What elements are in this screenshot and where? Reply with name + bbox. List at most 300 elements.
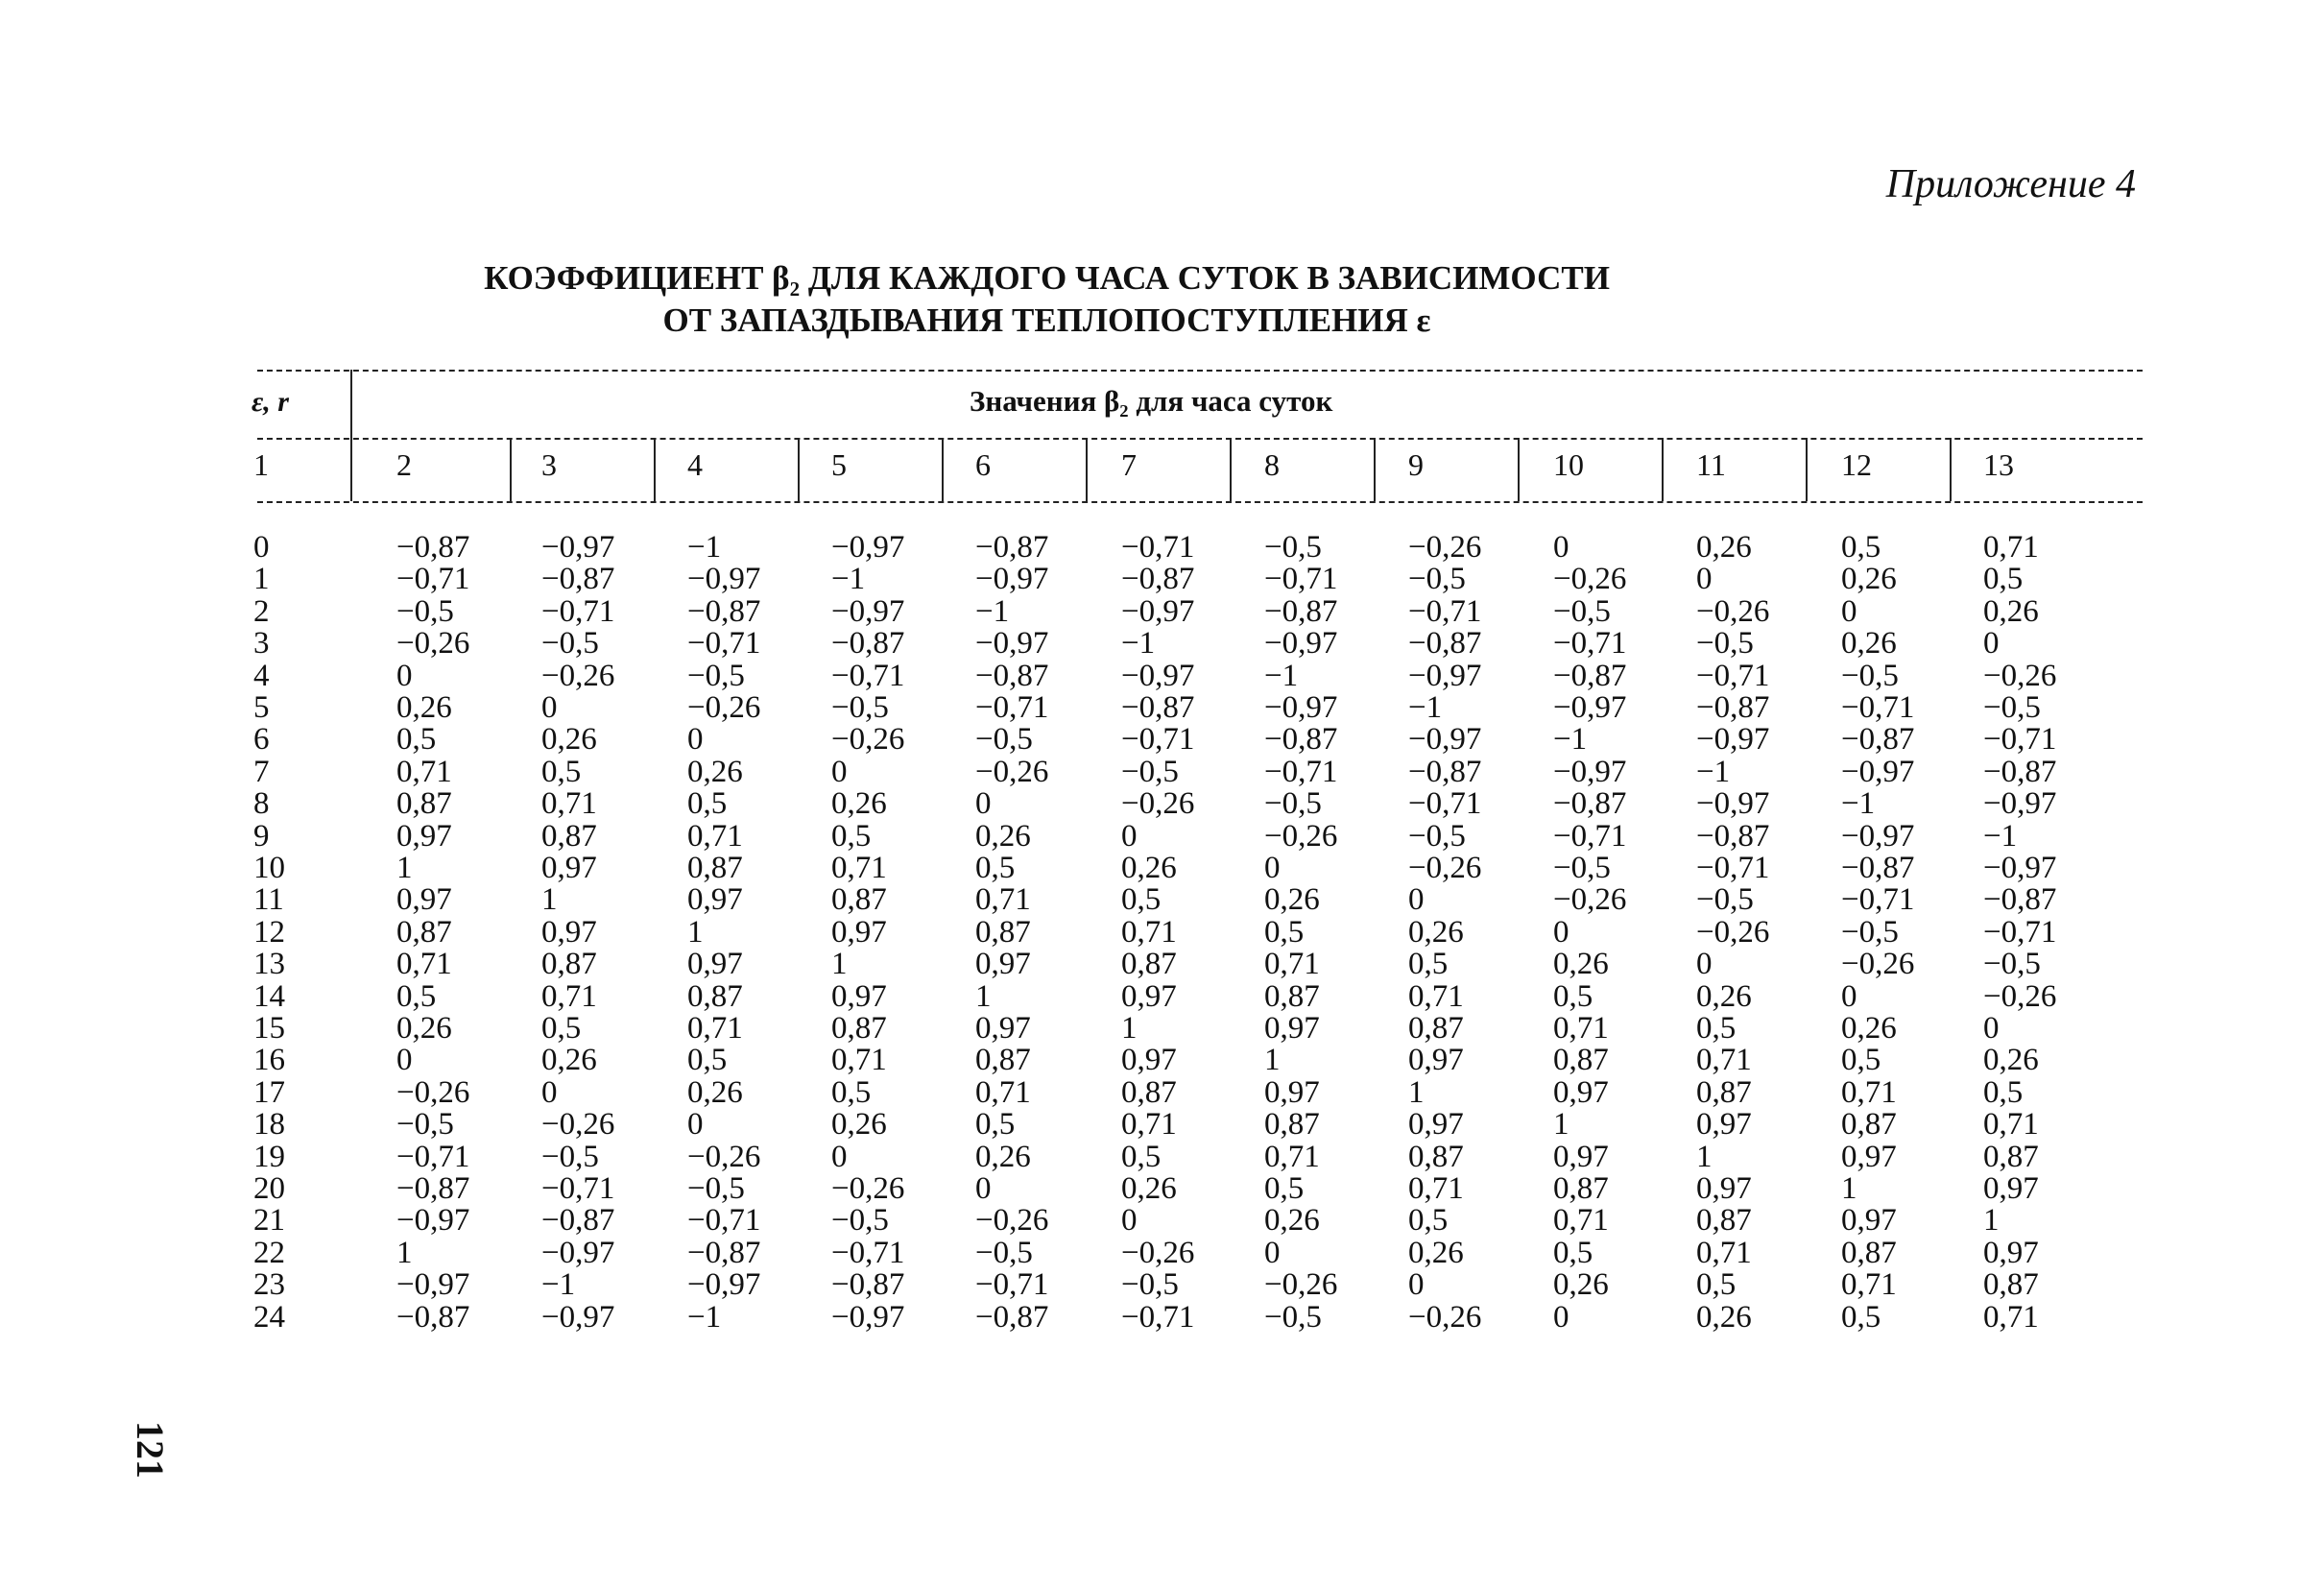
- table-cell: −0,71: [1264, 562, 1338, 597]
- table-cell: 0: [1553, 914, 1569, 950]
- table-cell: −0,97: [831, 530, 905, 565]
- table-cell: −0,71: [1696, 658, 1770, 693]
- page-number: 121: [129, 1421, 172, 1479]
- table-cell: 0: [687, 1107, 704, 1143]
- table-cell: −0,97: [396, 1267, 470, 1303]
- table-cell: 0,97: [1553, 1139, 1609, 1174]
- table-cell: 0,26: [541, 722, 597, 758]
- table-cell: −0,87: [1841, 851, 1915, 885]
- table-cell: −0,97: [1408, 722, 1482, 758]
- table-cell: 0,5: [1841, 1299, 1881, 1335]
- table-cell: −0,71: [541, 1171, 615, 1206]
- table-cell: 1: [1264, 1043, 1281, 1078]
- table-cell: 0,97: [1553, 1074, 1609, 1110]
- column-number: 11: [1696, 447, 1726, 482]
- table-cell: −1: [687, 1299, 722, 1335]
- column-divider: [510, 438, 512, 501]
- row-label: 11: [253, 882, 284, 918]
- table-cell: 0: [1696, 562, 1713, 597]
- table-cell: −0,87: [831, 1267, 905, 1303]
- table-cell: −0,26: [1408, 530, 1482, 565]
- column-number: 5: [831, 447, 847, 482]
- table-row: [0, 820, 2324, 853]
- table-cell: −0,5: [1841, 658, 1899, 693]
- table-cell: −0,5: [396, 1107, 454, 1143]
- table-cell: 0,26: [1264, 1203, 1320, 1239]
- table-cell: 0,97: [1408, 1107, 1464, 1143]
- table-cell: 0,87: [1408, 1011, 1464, 1046]
- table-cell: −0,87: [1408, 626, 1482, 662]
- table-cell: 0,87: [687, 978, 743, 1014]
- table-cell: −1: [1553, 722, 1588, 758]
- row-label: 15: [253, 1011, 285, 1046]
- table-cell: −0,87: [687, 593, 761, 629]
- table-cell: 0,5: [1408, 1203, 1449, 1239]
- table-cell: −0,71: [1696, 851, 1770, 885]
- table-cell: 0,71: [1841, 1267, 1897, 1303]
- table-cell: 0,87: [1121, 947, 1177, 982]
- table-cell: −0,5: [1264, 786, 1322, 822]
- table-cell: 0: [396, 658, 413, 693]
- row-label: 24: [253, 1299, 285, 1335]
- column-divider: [1950, 438, 1952, 501]
- table-cell: −0,87: [1983, 754, 2057, 789]
- table-cell: −0,26: [687, 690, 761, 725]
- table-cell: −0,97: [1264, 626, 1338, 662]
- table-cell: 0,97: [1696, 1107, 1752, 1143]
- table-cell: −0,71: [1983, 722, 2057, 758]
- table-cell: 0,97: [687, 947, 743, 982]
- table-cell: −0,87: [975, 530, 1049, 565]
- row-label: 10: [253, 851, 285, 885]
- table-cell: −0,87: [1408, 754, 1482, 789]
- table-cell: 0,26: [831, 786, 887, 822]
- table-cell: −0,71: [975, 690, 1049, 725]
- table-cell: −0,97: [396, 1203, 470, 1239]
- table-row: [0, 563, 2324, 595]
- table-cell: 0,87: [541, 947, 597, 982]
- row-label: 22: [253, 1235, 285, 1270]
- table-cell: 0,71: [1408, 978, 1464, 1014]
- table-cell: −0,5: [1121, 754, 1179, 789]
- table-cell: −0,87: [687, 1235, 761, 1270]
- table-cell: 0,97: [1841, 1139, 1897, 1174]
- table-cell: 0,87: [1553, 1171, 1609, 1206]
- table-cell: −0,87: [1264, 722, 1338, 758]
- table-row: [0, 883, 2324, 916]
- table-cell: −1: [1121, 626, 1156, 662]
- table-cell: 1: [541, 882, 558, 918]
- table-cell: 0: [1264, 1235, 1281, 1270]
- table-cell: −0,71: [1408, 593, 1482, 629]
- table-cell: 0,71: [1696, 1235, 1752, 1270]
- table-cell: −1: [1983, 818, 2018, 854]
- row-label: 21: [253, 1203, 285, 1239]
- table-cell: −0,87: [975, 658, 1049, 693]
- table-cell: 0,26: [396, 690, 452, 725]
- table-cell: 0,5: [831, 818, 872, 854]
- table-row: [0, 627, 2324, 660]
- table-cell: −0,71: [396, 1139, 470, 1174]
- table-cell: 0,26: [1696, 1299, 1752, 1335]
- table-cell: −0,26: [975, 754, 1049, 789]
- column-divider: [1806, 438, 1808, 501]
- table-cell: 0,97: [1983, 1171, 2039, 1206]
- table-cell: −0,97: [831, 593, 905, 629]
- table-cell: 0,87: [687, 851, 743, 885]
- table-cell: −0,97: [1696, 786, 1770, 822]
- table-cell: 0,97: [1408, 1043, 1464, 1078]
- column-number: 6: [975, 447, 991, 482]
- table-cell: 0,97: [687, 882, 743, 918]
- table-cell: 0,71: [396, 947, 452, 982]
- table-cell: −0,97: [1696, 722, 1770, 758]
- table-cell: 0,5: [1553, 1235, 1593, 1270]
- table-cell: −0,26: [1408, 851, 1482, 885]
- table-row: [0, 1172, 2324, 1205]
- table-cell: −0,26: [1264, 1267, 1338, 1303]
- table-cell: 0,71: [975, 882, 1031, 918]
- column-number: 4: [687, 447, 703, 482]
- table-cell: 1: [1696, 1139, 1713, 1174]
- table-cell: 0: [1408, 882, 1425, 918]
- table-cell: −0,97: [1841, 818, 1915, 854]
- table-cell: 1: [1121, 1011, 1138, 1046]
- table-cell: 0,5: [975, 851, 1016, 885]
- table-cell: 0,87: [1696, 1074, 1752, 1110]
- table-cell: 0,26: [396, 1011, 452, 1046]
- table-cell: 0,5: [396, 722, 437, 758]
- table-cell: −0,26: [1121, 786, 1195, 822]
- table-cell: 0: [1553, 1299, 1569, 1335]
- table-row: [0, 948, 2324, 980]
- table-cell: 0,26: [1408, 914, 1464, 950]
- header-bottom-rule: [257, 501, 2143, 503]
- table-cell: 0,26: [687, 754, 743, 789]
- table-cell: −0,26: [541, 658, 615, 693]
- table-cell: −0,71: [831, 1235, 905, 1270]
- table-cell: 0,97: [396, 818, 452, 854]
- table-cell: 1: [687, 914, 704, 950]
- table-cell: 0,5: [1121, 1139, 1162, 1174]
- table-cell: 0,71: [541, 786, 597, 822]
- table-cell: 0,71: [396, 754, 452, 789]
- table-cell: 0,71: [1696, 1043, 1752, 1078]
- table-cell: 0: [1841, 978, 1857, 1014]
- table-cell: 0,71: [1264, 947, 1320, 982]
- table-cell: 0,5: [1553, 978, 1593, 1014]
- table-cell: −0,26: [1696, 593, 1770, 629]
- table-cell: 0: [541, 1074, 558, 1110]
- table-cell: −0,97: [1408, 658, 1482, 693]
- table-cell: −0,5: [1408, 818, 1466, 854]
- table-cell: −0,5: [687, 658, 745, 693]
- table-cell: 0,97: [1983, 1235, 2039, 1270]
- table-title: [0, 257, 2324, 342]
- table-top-rule: [257, 370, 2143, 372]
- table-cell: 0,87: [396, 786, 452, 822]
- table-cell: −0,97: [1121, 593, 1195, 629]
- table-cell: −0,26: [975, 1203, 1049, 1239]
- table-cell: 0,26: [1983, 1043, 2039, 1078]
- table-cell: −1: [1264, 658, 1299, 693]
- table-cell: 1: [396, 851, 413, 885]
- table-cell: 0: [1121, 1203, 1138, 1239]
- table-cell: −0,87: [1696, 818, 1770, 854]
- table-cell: −0,97: [831, 1299, 905, 1335]
- table-cell: −0,87: [396, 1299, 470, 1335]
- table-cell: −0,97: [1841, 754, 1915, 789]
- table-cell: −1: [975, 593, 1010, 629]
- table-cell: 0,97: [396, 882, 452, 918]
- table-cell: −0,26: [1983, 978, 2057, 1014]
- table-cell: −1: [831, 562, 866, 597]
- column-number: 9: [1408, 447, 1424, 482]
- table-cell: 0: [975, 1171, 992, 1206]
- column-divider: [1086, 438, 1088, 501]
- row-label: 8: [253, 786, 270, 822]
- column-divider: [1374, 438, 1376, 501]
- row-label: 18: [253, 1107, 285, 1143]
- table-cell: 0,5: [1983, 562, 2024, 597]
- row-label: 17: [253, 1074, 285, 1110]
- table-cell: 1: [1553, 1107, 1569, 1143]
- table-row: [0, 916, 2324, 949]
- table-cell: −0,26: [1553, 562, 1627, 597]
- table-cell: 0,87: [1983, 1139, 2039, 1174]
- corner-header: ε, r: [252, 386, 289, 418]
- table-cell: 0,87: [1408, 1139, 1464, 1174]
- table-cell: −0,5: [1983, 947, 2041, 982]
- column-number: 3: [541, 447, 557, 482]
- row-label: 23: [253, 1267, 285, 1303]
- table-cell: 0,5: [1983, 1074, 2024, 1110]
- table-cell: −0,71: [1408, 786, 1482, 822]
- table-cell: −1: [1841, 786, 1876, 822]
- table-row: [0, 1076, 2324, 1109]
- table-cell: 0: [831, 754, 848, 789]
- table-cell: −0,87: [541, 1203, 615, 1239]
- row-label: 16: [253, 1043, 285, 1078]
- table-cell: 0,26: [831, 1107, 887, 1143]
- table-cell: 0,26: [1841, 626, 1897, 662]
- table-row: [0, 1204, 2324, 1237]
- table-cell: −0,87: [1983, 882, 2057, 918]
- table-cell: 1: [1983, 1203, 2000, 1239]
- table-cell: −0,5: [1553, 851, 1611, 885]
- table-row: [0, 1301, 2324, 1334]
- table-cell: 0: [1264, 851, 1281, 885]
- table-row: [0, 660, 2324, 692]
- table-cell: 0,26: [1121, 1171, 1177, 1206]
- table-cell: 0,5: [1121, 882, 1162, 918]
- table-cell: 0: [1408, 1267, 1425, 1303]
- table-cell: 0,26: [1553, 1267, 1609, 1303]
- table-cell: 0,97: [1264, 1011, 1320, 1046]
- table-cell: 0,87: [1841, 1235, 1897, 1270]
- table-cell: −0,87: [975, 1299, 1049, 1335]
- table-cell: −0,5: [831, 690, 889, 725]
- row-label: 19: [253, 1139, 285, 1174]
- table-cell: 0,87: [1264, 1107, 1320, 1143]
- table-cell: −0,71: [1121, 722, 1195, 758]
- table-row: [0, 1044, 2324, 1076]
- table-cell: −0,5: [1408, 562, 1466, 597]
- table-cell: 0: [1121, 818, 1138, 854]
- table-cell: 0,26: [541, 1043, 597, 1078]
- table-cell: −0,26: [1553, 882, 1627, 918]
- table-cell: 0,5: [541, 754, 582, 789]
- row-label: 0: [253, 530, 270, 565]
- table-cell: 0,71: [1841, 1074, 1897, 1110]
- table-cell: −0,87: [1121, 690, 1195, 725]
- table-cell: −0,5: [975, 722, 1033, 758]
- table-cell: 0,71: [687, 818, 743, 854]
- table-cell: 0,71: [1121, 1107, 1177, 1143]
- table-cell: −0,97: [541, 530, 615, 565]
- table-cell: −0,87: [1553, 658, 1627, 693]
- table-cell: 1: [831, 947, 848, 982]
- table-cell: −0,5: [1553, 593, 1611, 629]
- table-cell: 0,26: [975, 1139, 1031, 1174]
- table-row: [0, 531, 2324, 564]
- column-number: 2: [396, 447, 412, 482]
- table-cell: 0,87: [1841, 1107, 1897, 1143]
- table-cell: 0,5: [396, 978, 437, 1014]
- table-cell: −0,5: [1264, 1299, 1322, 1335]
- table-cell: 0: [975, 786, 992, 822]
- table-cell: −1: [1408, 690, 1443, 725]
- table-row: [0, 1268, 2324, 1301]
- column-divider: [654, 438, 656, 501]
- table-cell: 0,71: [1983, 1299, 2039, 1335]
- table-cell: 0,97: [541, 851, 597, 885]
- table-cell: 0,71: [1553, 1011, 1609, 1046]
- table-cell: −0,97: [687, 562, 761, 597]
- table-cell: −0,5: [541, 1139, 599, 1174]
- table-cell: −0,5: [541, 626, 599, 662]
- table-cell: 0,71: [541, 978, 597, 1014]
- table-cell: −0,71: [1553, 626, 1627, 662]
- table-cell: −0,26: [1408, 1299, 1482, 1335]
- table-cell: 0: [1696, 947, 1713, 982]
- table-cell: −0,71: [396, 562, 470, 597]
- table-cell: 0,87: [831, 1011, 887, 1046]
- table-cell: 1: [975, 978, 992, 1014]
- table-row: [0, 723, 2324, 756]
- table-cell: 0,26: [1696, 530, 1752, 565]
- table-cell: 0,87: [1264, 978, 1320, 1014]
- corner-divider: [350, 370, 352, 501]
- table-cell: 0,87: [831, 882, 887, 918]
- table-cell: 0,26: [1841, 1011, 1897, 1046]
- table-row: [0, 1141, 2324, 1173]
- table-row: [0, 756, 2324, 788]
- table-cell: 0,97: [831, 914, 887, 950]
- table-cell: 0,71: [687, 1011, 743, 1046]
- table-cell: −0,71: [1121, 1299, 1195, 1335]
- row-label: 20: [253, 1171, 285, 1206]
- table-cell: −0,26: [831, 722, 905, 758]
- table-cell: 0,97: [1121, 978, 1177, 1014]
- table-cell: −1: [687, 530, 722, 565]
- table-cell: 0: [687, 722, 704, 758]
- table-cell: 1: [396, 1235, 413, 1270]
- column-number: 8: [1264, 447, 1280, 482]
- column-divider: [942, 438, 944, 501]
- table-cell: 0,5: [1841, 530, 1881, 565]
- table-cell: 0,71: [1264, 1139, 1320, 1174]
- table-cell: 0,97: [975, 1011, 1031, 1046]
- column-divider: [1230, 438, 1232, 501]
- table-cell: −0,5: [831, 1203, 889, 1239]
- table-cell: −0,97: [1553, 754, 1627, 789]
- table-cell: −0,97: [1553, 690, 1627, 725]
- column-divider: [1662, 438, 1664, 501]
- table-cell: 0,5: [1264, 914, 1305, 950]
- table-cell: −0,5: [1983, 690, 2041, 725]
- table-cell: −0,5: [1264, 530, 1322, 565]
- table-cell: 0,26: [1553, 947, 1609, 982]
- table-cell: −0,71: [1264, 754, 1338, 789]
- table-cell: −0,71: [1121, 530, 1195, 565]
- table-cell: 0,71: [1408, 1171, 1464, 1206]
- table-cell: −0,71: [975, 1267, 1049, 1303]
- row-label: 5: [253, 690, 270, 725]
- table-cell: −0,97: [975, 626, 1049, 662]
- table-cell: −0,87: [1553, 786, 1627, 822]
- column-number: 10: [1553, 447, 1584, 482]
- table-cell: 0: [1983, 1011, 2000, 1046]
- table-cell: −0,5: [1841, 914, 1899, 950]
- table-cell: −0,26: [396, 626, 470, 662]
- table-cell: 0,97: [1696, 1171, 1752, 1206]
- table-cell: 0,87: [1983, 1267, 2039, 1303]
- table-cell: 0,97: [1841, 1203, 1897, 1239]
- table-cell: −0,71: [831, 658, 905, 693]
- table-cell: 0: [396, 1043, 413, 1078]
- column-number: 7: [1121, 447, 1137, 482]
- table-cell: 1: [1408, 1074, 1425, 1110]
- table-cell: −0,97: [541, 1235, 615, 1270]
- table-cell: −0,26: [1264, 818, 1338, 854]
- table-row: [0, 1012, 2324, 1045]
- row-label: 2: [253, 593, 270, 629]
- table-cell: −0,97: [1983, 851, 2057, 885]
- table-cell: 1: [1841, 1171, 1857, 1206]
- table-cell: 0,71: [975, 1074, 1031, 1110]
- table-cell: 0,71: [831, 851, 887, 885]
- row-label: 3: [253, 626, 270, 662]
- table-cell: −0,87: [541, 562, 615, 597]
- column-number: 13: [1983, 447, 2014, 482]
- table-cell: −0,71: [687, 1203, 761, 1239]
- table-cell: −0,71: [1841, 690, 1915, 725]
- table-cell: 0: [1841, 593, 1857, 629]
- table-cell: −0,5: [687, 1171, 745, 1206]
- row-label: 4: [253, 658, 270, 693]
- table-cell: −0,71: [1983, 914, 2057, 950]
- table-cell: 0,87: [1696, 1203, 1752, 1239]
- row-label: 13: [253, 947, 285, 982]
- table-row: [0, 787, 2324, 820]
- table-cell: −0,71: [1553, 818, 1627, 854]
- table-cell: 0,87: [396, 914, 452, 950]
- table-cell: −0,97: [1264, 690, 1338, 725]
- table-cell: −0,71: [687, 626, 761, 662]
- table-cell: 0,5: [831, 1074, 872, 1110]
- table-cell: 0,26: [1264, 882, 1320, 918]
